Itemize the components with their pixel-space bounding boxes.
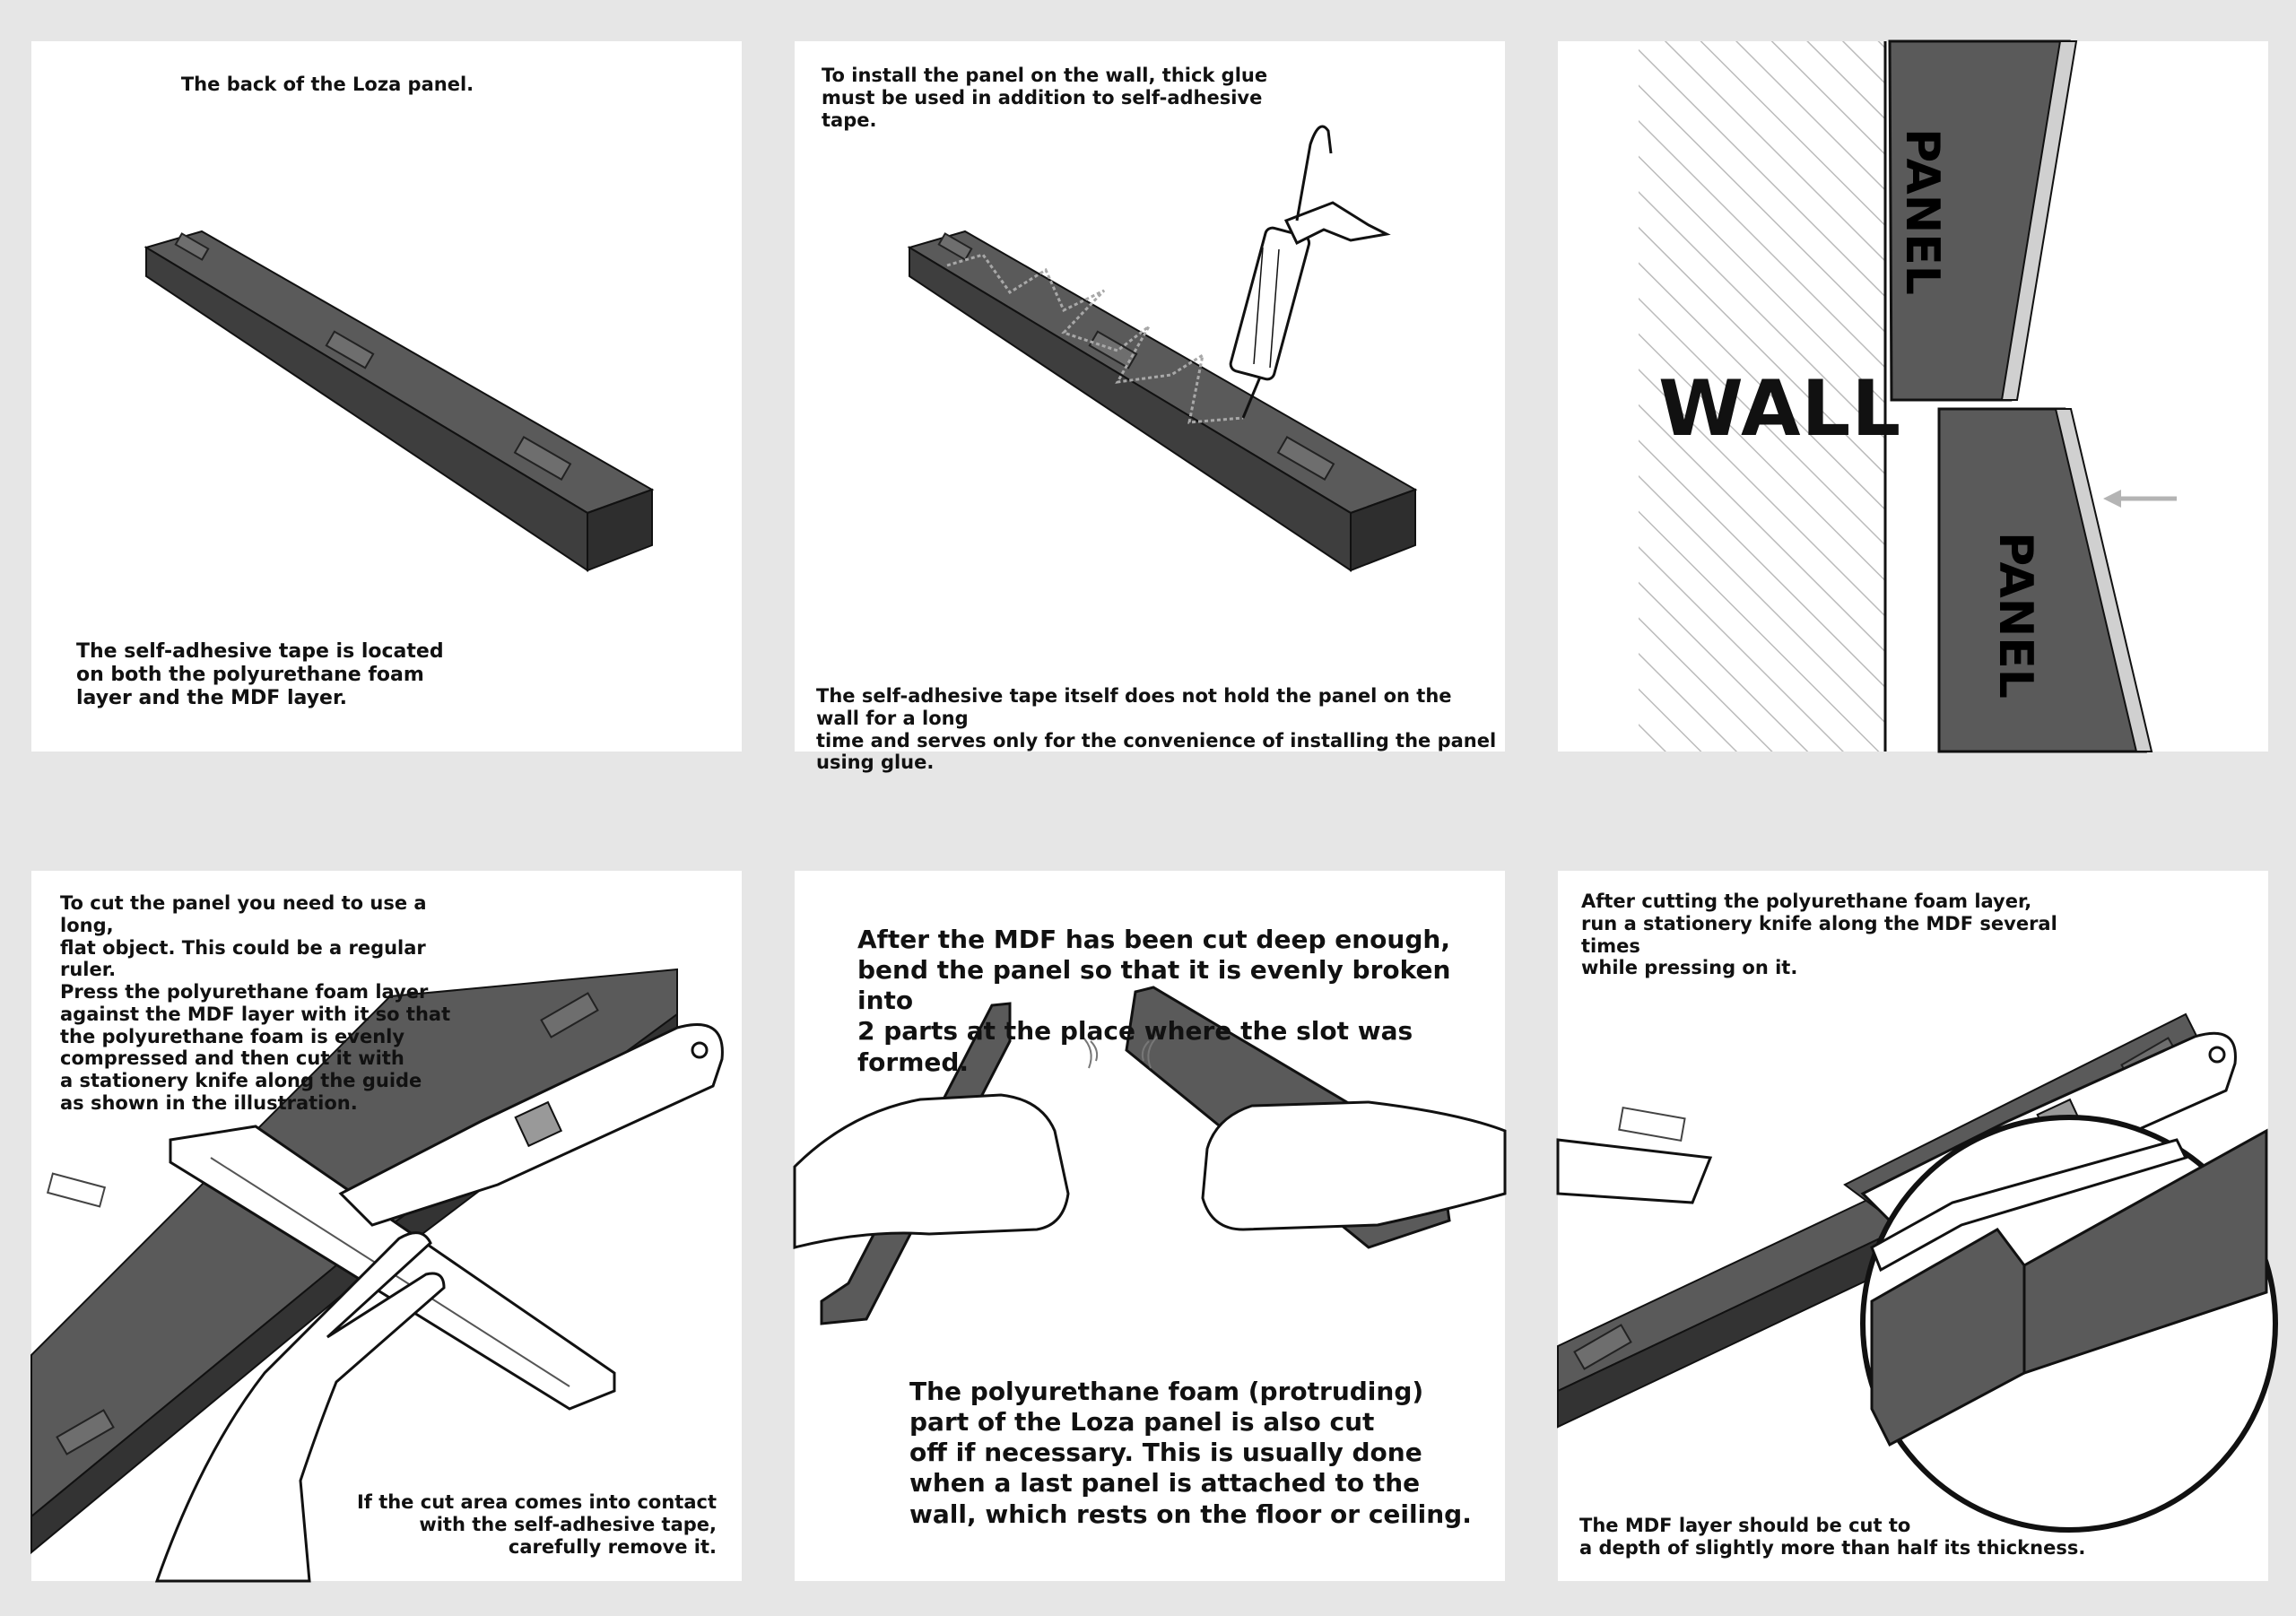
removed-tape-strip [1619,1108,1684,1141]
panel-back-title: The back of the Loza panel. [180,74,474,95]
glue-gun-icon [1229,126,1387,418]
magnified-detail-circle [1863,1117,2275,1530]
panel-back-caption: The self-adhesive tape is located on both the polyurethane foam layer and the MDF layer. [76,640,444,709]
left-arrow-icon [2103,490,2177,508]
panel-ruler-caption: If the cut area comes into contact with the self-adhesive tape, carefully remove it. [356,1491,717,1558]
panel-front-face [146,248,587,570]
panel-ruler-cut [31,871,742,1581]
panel-back-of-loza [31,41,742,752]
panel-label-bottom: PANEL [1988,532,2042,699]
panel-break-caption: The polyurethane foam (protruding) part of the Loza panel is also cut off if necessary. This is usually done when a last panel is attached to the wall, which rests on the floor or ceiling. [909,1377,1472,1529]
panel-ruler-title: To cut the panel you need to use a long, flat object. This could be a regular ruler. Press the polyurethane foam layer against the MDF layer with it so that the polyurethane foam is evenly compressed and then cut it with a stationery knife along the guide as shown in the illustration. [60,892,451,1114]
panel-left-top [1558,1194,1899,1391]
panel-top-face [146,231,652,513]
panel-top-face [909,231,1415,513]
removed-tape-strip [48,1174,105,1207]
panel-mdf-caption: The MDF layer should be cut to a depth of slightly more than half its thickness. [1579,1515,2086,1559]
panel-wall-section [1558,41,2268,752]
ruler-icon [1558,1140,1710,1203]
panel-glue-installation [795,41,1505,774]
panel-glue-illustration [795,41,1505,752]
bottom-panel-shape [1939,409,2145,752]
panel-break-title: After the MDF has been cut deep enough, bend the panel so that it is evenly broken into 2 parts at the place where the slot was formed. [857,925,1451,1077]
right-fist-icon [1203,1102,1505,1229]
wall-label: WALL [1658,364,1902,454]
panel-glue-caption: The self-adhesive tape itself does not hold the panel on the wall for a long time and serves only for the convenience of installing the panel using glue. [816,685,1497,774]
left-fist-icon [795,1095,1068,1247]
panel-break [795,871,1505,1581]
panel-mdf-title: After cutting the polyurethane foam layer, run a stationery knife along the MDF several times while pressing on it. [1581,891,2057,979]
panel-label-top: PANEL [1895,128,1949,295]
panel-mdf-cut [1558,871,2268,1581]
panel-glue-title: To install the panel on the wall, thick glue must be used in addition to self-adhesive tape. [822,65,1268,131]
